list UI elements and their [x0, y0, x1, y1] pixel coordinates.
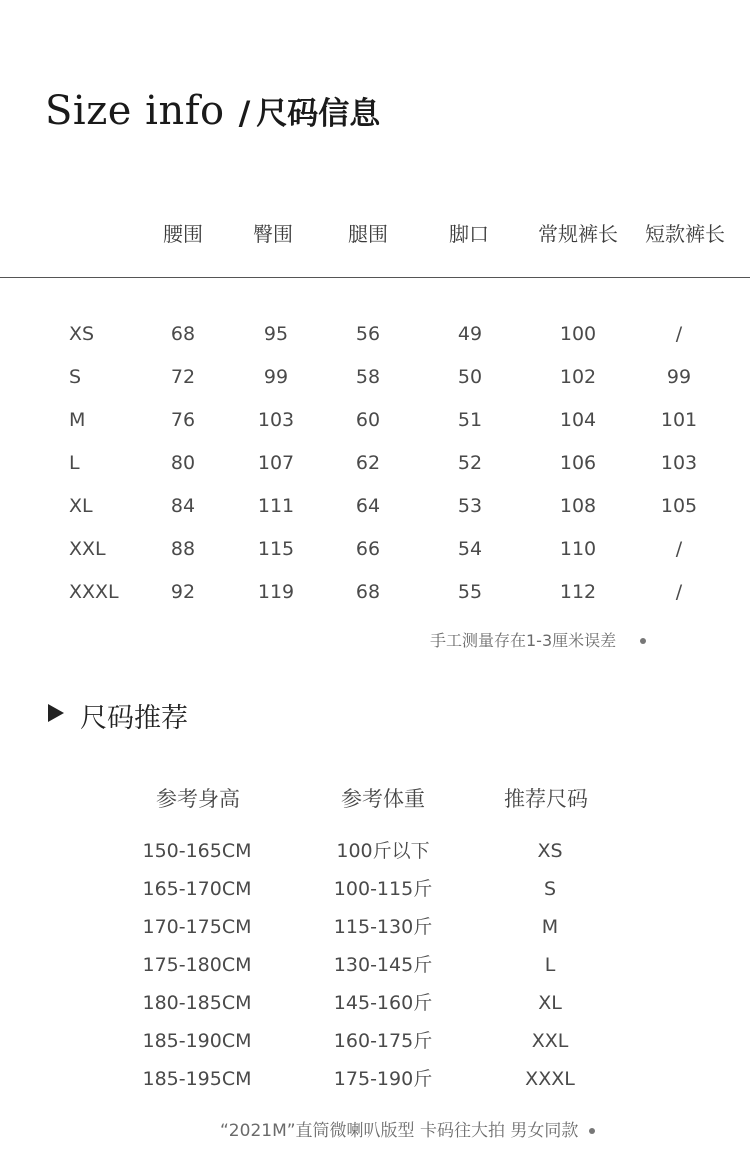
- title-english: Size info: [45, 88, 225, 134]
- cell-hip: 95: [263, 323, 289, 345]
- cell-regular-length: 110: [559, 538, 597, 560]
- cell-thigh: 56: [355, 323, 381, 345]
- cell-thigh: 64: [355, 495, 381, 517]
- cell-leg-opening: 52: [457, 452, 483, 474]
- recommend-title: 尺码推荐: [80, 703, 188, 734]
- height-value: 185-195CM: [142, 1068, 252, 1090]
- cell-waist: 88: [170, 538, 196, 560]
- header-thigh: 腿围: [348, 222, 388, 246]
- size-value: M: [541, 916, 559, 938]
- size-label: XXL: [69, 538, 106, 560]
- size-label: L: [69, 452, 80, 474]
- size-label: S: [69, 366, 82, 388]
- fit-note: “2021M”直筒微喇叭版型 卡码往大拍 男女同款: [220, 1121, 579, 1141]
- cell-regular-length: 100: [559, 323, 597, 345]
- height-value: 175-180CM: [142, 954, 252, 976]
- cell-regular-length: 102: [559, 366, 597, 388]
- cell-regular-length: 104: [559, 409, 597, 431]
- cell-leg-opening: 54: [457, 538, 483, 560]
- size-label: XS: [69, 323, 95, 345]
- height-value: 185-190CM: [142, 1030, 252, 1052]
- cell-thigh: 68: [355, 581, 381, 603]
- weight-value: 175-190斤: [333, 1068, 433, 1090]
- title-separator: /: [238, 94, 251, 132]
- recommend-heading: [48, 696, 188, 732]
- weight-value: 115-130斤: [333, 916, 433, 938]
- cell-waist: 84: [170, 495, 196, 517]
- height-value: 180-185CM: [142, 992, 252, 1014]
- size-value: XXXL: [525, 1068, 575, 1090]
- cell-leg-opening: 51: [457, 409, 483, 431]
- size-value: L: [544, 954, 556, 976]
- header-regular-length: 常规裤长: [538, 222, 618, 246]
- height-value: 170-175CM: [142, 916, 252, 938]
- cell-short-length: /: [675, 538, 683, 560]
- header-leg-opening: 脚口: [449, 222, 489, 246]
- cell-short-length: /: [675, 323, 683, 345]
- cell-short-length: 101: [660, 409, 698, 431]
- cell-waist: 76: [170, 409, 196, 431]
- height-value: 165-170CM: [142, 878, 252, 900]
- cell-leg-opening: 55: [457, 581, 483, 603]
- size-value: XL: [538, 992, 562, 1014]
- cell-leg-opening: 49: [457, 323, 483, 345]
- cell-thigh: 66: [355, 538, 381, 560]
- size-label: XL: [69, 495, 93, 517]
- bullet-dot-icon: [589, 1128, 595, 1134]
- cell-short-length: 105: [660, 495, 698, 517]
- page-title: [45, 88, 380, 140]
- cell-thigh: 62: [355, 452, 381, 474]
- cell-hip: 111: [257, 495, 295, 517]
- cell-hip: 115: [257, 538, 295, 560]
- cell-regular-length: 106: [559, 452, 597, 474]
- header-hip: 臀围: [253, 222, 293, 246]
- weight-value: 160-175斤: [333, 1030, 433, 1052]
- size-label: XXXL: [69, 581, 119, 603]
- height-value: 150-165CM: [142, 840, 252, 862]
- weight-value: 100-115斤: [333, 878, 433, 900]
- size-value: XXL: [531, 1030, 569, 1052]
- cell-hip: 107: [257, 452, 295, 474]
- cell-thigh: 58: [355, 366, 381, 388]
- cell-short-length: 99: [666, 366, 692, 388]
- cell-regular-length: 112: [559, 581, 597, 603]
- header-waist: 腰围: [163, 222, 203, 246]
- cell-waist: 80: [170, 452, 196, 474]
- weight-value: 145-160斤: [333, 992, 433, 1014]
- cell-hip: 103: [257, 409, 295, 431]
- header-ref-height: 参考身高: [156, 787, 240, 811]
- measurement-note: 手工测量存在1-3厘米误差: [430, 631, 617, 650]
- table-divider: [0, 277, 750, 278]
- size-value: XS: [537, 840, 563, 862]
- cell-hip: 119: [257, 581, 295, 603]
- cell-waist: 72: [170, 366, 196, 388]
- cell-short-length: 103: [660, 452, 698, 474]
- cell-waist: 92: [170, 581, 196, 603]
- bullet-dot-icon: [640, 638, 646, 644]
- header-short-length: 短款裤长: [645, 222, 725, 246]
- weight-value: 130-145斤: [333, 954, 433, 976]
- cell-regular-length: 108: [559, 495, 597, 517]
- header-recommended-size: 推荐尺码: [504, 787, 588, 811]
- cell-short-length: /: [675, 581, 683, 603]
- size-label: M: [69, 409, 86, 431]
- title-chinese: 尺码信息: [256, 96, 381, 132]
- cell-waist: 68: [170, 323, 196, 345]
- cell-leg-opening: 50: [457, 366, 483, 388]
- header-ref-weight: 参考体重: [341, 787, 425, 811]
- cell-hip: 99: [263, 366, 289, 388]
- size-value: S: [543, 878, 557, 900]
- cell-thigh: 60: [355, 409, 381, 431]
- cell-leg-opening: 53: [457, 495, 483, 517]
- weight-value: 100斤以下: [336, 840, 430, 862]
- triangle-right-icon: [48, 704, 64, 722]
